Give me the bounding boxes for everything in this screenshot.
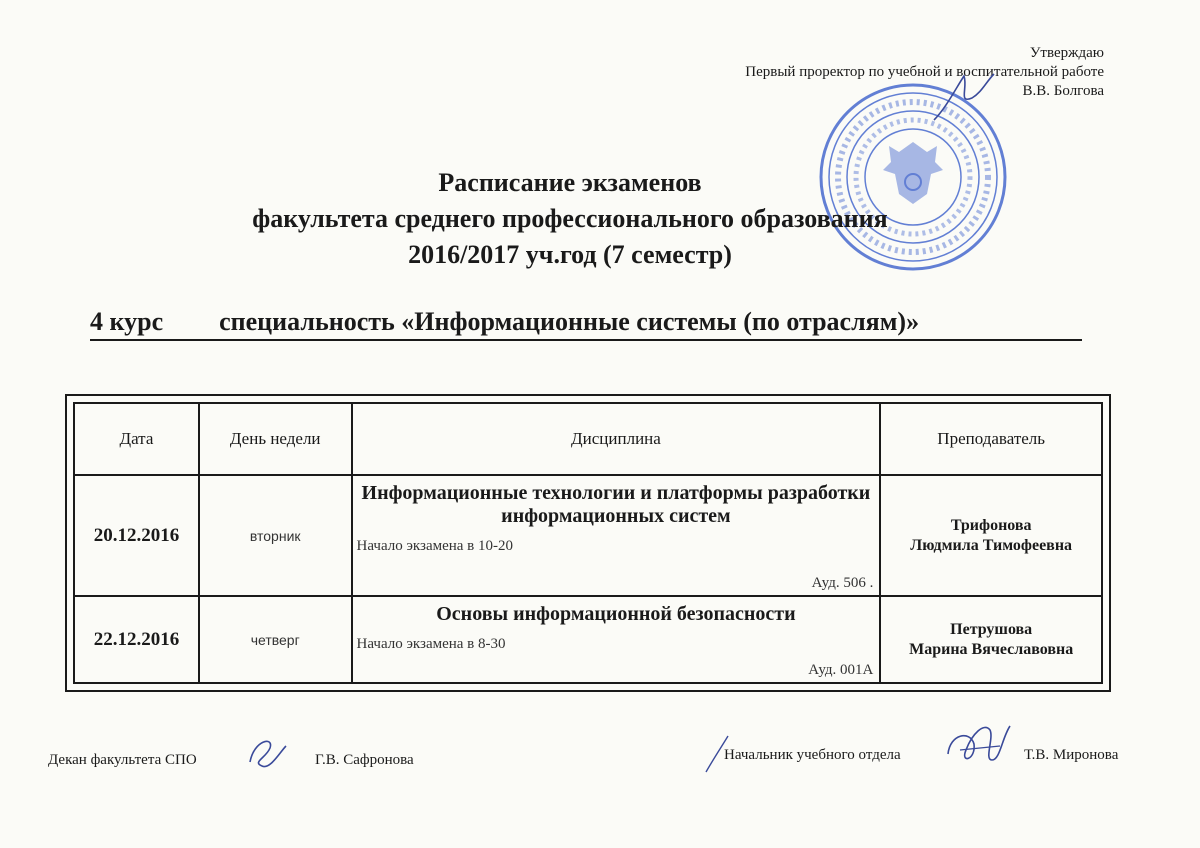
header-day: День недели bbox=[199, 403, 352, 475]
dean-name: Г.В. Сафронова bbox=[315, 752, 414, 768]
header-teacher: Преподаватель bbox=[880, 403, 1102, 475]
document-title: Расписание экзаменов bbox=[438, 168, 702, 197]
approval-position: Первый проректор по учебной и воспитательной работе bbox=[745, 64, 1104, 80]
header-discipline: Дисциплина bbox=[352, 403, 881, 475]
table-row bbox=[74, 596, 1102, 683]
head-signature-icon bbox=[940, 720, 1018, 776]
course-line bbox=[90, 305, 1082, 341]
head-signature-block bbox=[724, 747, 1119, 764]
document-subtitle: факультета среднего профессионального образования bbox=[252, 204, 888, 233]
header-date: Дата bbox=[74, 403, 199, 475]
stroke-mark-icon bbox=[702, 732, 732, 776]
specialty-label: специальность «Информационные системы (по отраслям)» bbox=[219, 307, 920, 336]
discipline-name: Информационные технологии и платформы разработки информационных систем bbox=[361, 482, 871, 527]
teacher-cell bbox=[880, 475, 1102, 596]
teacher-last-name: Петрушова bbox=[950, 620, 1033, 638]
schedule-table bbox=[73, 402, 1103, 684]
exam-room: Ауд. 001А bbox=[808, 662, 874, 678]
teacher-last-name: Трифонова bbox=[950, 516, 1032, 534]
exam-room: Ауд. 506 . bbox=[811, 575, 874, 592]
table-row bbox=[74, 475, 1102, 596]
dean-signature-block bbox=[48, 752, 414, 769]
prorector-signature-icon bbox=[928, 68, 998, 128]
discipline-cell bbox=[352, 596, 881, 683]
approval-word: Утверждаю bbox=[1029, 45, 1104, 61]
teacher-cell bbox=[880, 596, 1102, 683]
discipline-cell bbox=[352, 475, 881, 596]
approval-name: В.В. Болгова bbox=[1022, 83, 1104, 99]
exam-date: 22.12.2016 bbox=[74, 596, 199, 683]
discipline-name: Основы информационной безопасности bbox=[436, 603, 796, 626]
dean-position: Декан факультета СПО bbox=[48, 752, 197, 768]
table-header-row bbox=[74, 403, 1102, 475]
head-position: Начальник учебного отдела bbox=[724, 747, 901, 763]
teacher-first-name: Марина Вячеславовна bbox=[909, 640, 1074, 658]
exam-start-time: Начало экзамена в 10-20 bbox=[356, 538, 514, 554]
dean-signature-icon bbox=[240, 732, 290, 776]
exam-start-time: Начало экзамена в 8-30 bbox=[356, 636, 506, 653]
schedule-frame bbox=[65, 394, 1111, 692]
course-label: 4 курс bbox=[90, 307, 164, 336]
teacher-first-name: Людмила Тимофеевна bbox=[910, 536, 1073, 554]
head-name: Т.В. Миронова bbox=[1024, 747, 1119, 763]
exam-day: четверг bbox=[199, 596, 352, 683]
exam-day: вторник bbox=[199, 475, 352, 596]
academic-year: 2016/2017 уч.год (7 семестр) bbox=[408, 240, 732, 269]
exam-date: 20.12.2016 bbox=[74, 475, 199, 596]
